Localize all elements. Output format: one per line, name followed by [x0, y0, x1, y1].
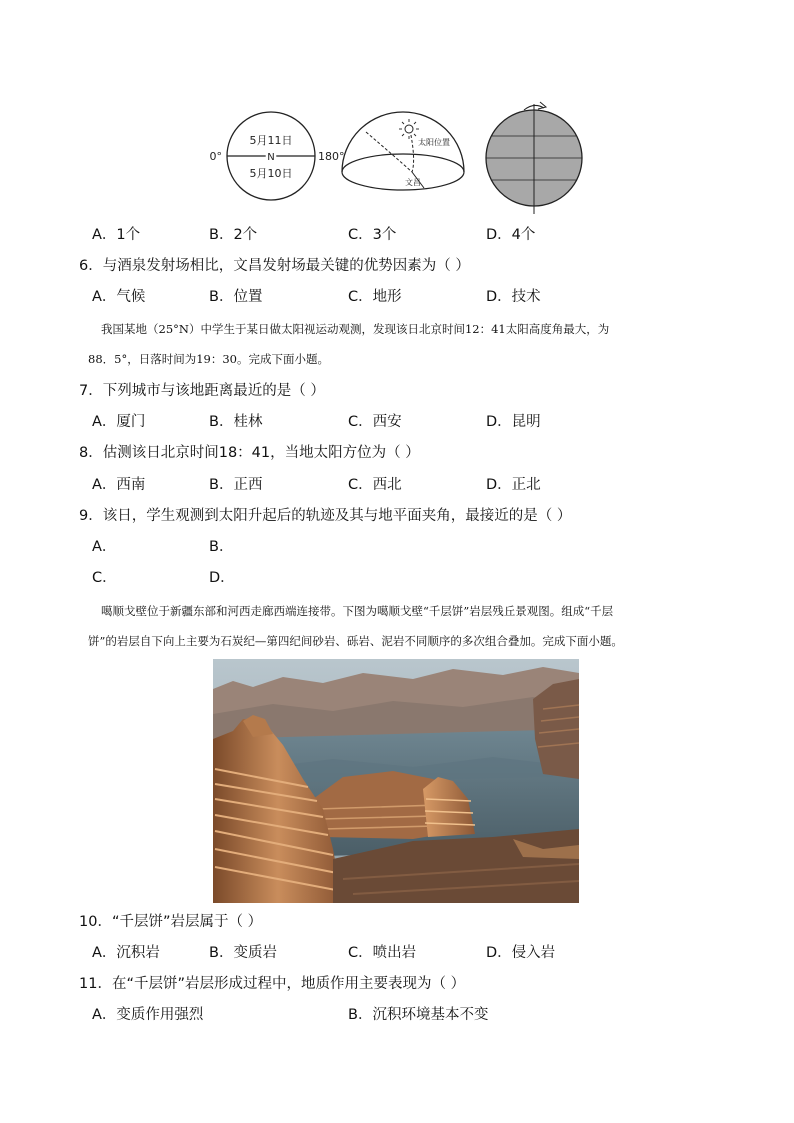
fig2-place-label: 文昌	[405, 178, 421, 187]
figure-date-circle	[208, 106, 345, 206]
rock-landscape-photo	[213, 659, 579, 903]
q6-option-d[interactable]: D．技术	[486, 289, 541, 305]
passage2-line2: 饼”的岩层自下向上主要为石炭纪—第四纪间砂岩、砾岩、泥岩不同顺序的多次组合叠加。完成下面小题。	[88, 634, 623, 648]
q5-option-a[interactable]: A．1个	[92, 227, 141, 243]
q10-stem: 10．“千层饼”岩层属于（ ）	[79, 914, 263, 930]
q7-option-b[interactable]: B．桂林	[209, 414, 263, 430]
q5-option-c[interactable]: C．3个	[348, 227, 397, 243]
passage1-line1: 我国某地（25°N）中学生于某日做太阳视运动观测，发现该日北京时间12：41太阳高度角最大，为	[101, 322, 610, 336]
q6-option-b[interactable]: B．位置	[209, 289, 263, 305]
q8-option-a[interactable]: A．西南	[92, 477, 146, 493]
sun-icon	[399, 119, 419, 139]
q6-option-c[interactable]: C．地形	[348, 289, 402, 305]
q10-option-d[interactable]: D．侵入岩	[486, 945, 556, 961]
q9-option-b[interactable]: B．	[209, 539, 234, 555]
fig1-left-meridian: 0°	[209, 150, 222, 163]
passage2-line1: 噶顺戈壁位于新疆东部和河西走廊西端连接带。下图为噶顺戈壁“千层饼”岩层残丘景观图。组成“千层	[101, 604, 614, 618]
q11-stem: 11．在“千层饼”岩层形成过程中，地质作用主要表现为（ ）	[79, 976, 466, 992]
q10-option-a[interactable]: A．沉积岩	[92, 945, 160, 961]
q8-option-b[interactable]: B．正西	[209, 477, 263, 493]
q11-option-b[interactable]: B．沉积环境基本不变	[348, 1007, 489, 1023]
q7-option-a[interactable]: A．厦门	[92, 414, 146, 430]
figure-earth-globe	[480, 96, 590, 216]
q8-option-d[interactable]: D．正北	[486, 477, 541, 493]
q7-option-d[interactable]: D．昆明	[486, 414, 541, 430]
fig1-right-meridian: 180°	[318, 150, 345, 163]
q8-option-c[interactable]: C．西北	[348, 477, 402, 493]
q5-option-d[interactable]: D．4个	[486, 227, 536, 243]
fig1-bottom-date: 5月10日	[249, 167, 293, 180]
q9-option-c[interactable]: C．	[92, 570, 117, 586]
q5-option-b[interactable]: B．2个	[209, 227, 258, 243]
q9-option-d[interactable]: D．	[209, 570, 235, 586]
fig2-sun-label: 太阳位置	[418, 138, 450, 147]
q9-stem: 9．该日，学生观测到太阳升起后的轨迹及其与地平面夹角，最接近的是（ ）	[79, 508, 572, 524]
q9-option-a[interactable]: A．	[92, 539, 117, 555]
figure-sun-hemisphere	[338, 110, 468, 200]
q8-stem: 8．估测该日北京时间18：41，当地太阳方位为（ ）	[79, 445, 420, 461]
q10-option-c[interactable]: C．喷出岩	[348, 945, 417, 961]
q10-option-b[interactable]: B．变质岩	[209, 945, 277, 961]
q11-option-a[interactable]: A．变质作用强烈	[92, 1007, 204, 1023]
passage1-line2: 88．5°，日落时间为19：30。完成下面小题。	[88, 352, 329, 366]
q7-option-c[interactable]: C．西安	[348, 414, 402, 430]
q7-stem: 7．下列城市与该地距离最近的是（ ）	[79, 383, 325, 399]
q6-stem: 6．与酒泉发射场相比，文昌发射场最关键的优势因素为（ ）	[79, 258, 470, 274]
fig1-center-n: N	[267, 152, 275, 163]
q6-option-a[interactable]: A．气候	[92, 289, 146, 305]
fig1-top-date: 5月11日	[249, 134, 293, 147]
